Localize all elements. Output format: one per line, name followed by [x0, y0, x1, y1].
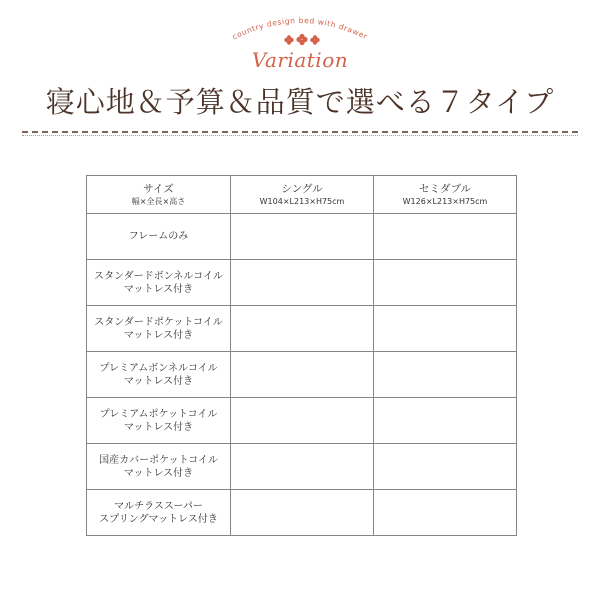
divider — [22, 135, 578, 136]
header-size-title: サイズ — [143, 182, 174, 195]
row-label — [87, 444, 231, 490]
script-title: Variation — [251, 48, 349, 72]
row-label — [87, 260, 231, 306]
header-semidouble — [374, 176, 517, 214]
table-row — [87, 214, 517, 260]
header-single — [231, 176, 374, 214]
row-label — [87, 306, 231, 352]
cell-semidouble — [374, 444, 517, 490]
cell-single — [231, 214, 374, 260]
variation-table — [86, 175, 517, 536]
flower-icon — [284, 35, 293, 44]
row-label-line: スプリングマットレス付き — [99, 513, 218, 525]
cell-semidouble — [374, 490, 517, 536]
cell-single — [231, 398, 374, 444]
row-label-line: スタンダードボンネルコイル — [94, 270, 223, 282]
cell-single — [231, 260, 374, 306]
flower-icon — [296, 34, 307, 45]
row-label-line: フレームのみ — [128, 231, 189, 242]
header-semidouble-title: セミダブル — [418, 182, 472, 195]
row-label-line: プレミアムポケットコイル — [99, 408, 218, 420]
cell-semidouble — [374, 260, 517, 306]
cell-semidouble — [374, 214, 517, 260]
row-label-line: プレミアムボンネルコイル — [99, 362, 218, 374]
cell-single — [231, 306, 374, 352]
row-label-line: マルチラススーパー — [114, 500, 203, 512]
flower-icon — [310, 35, 319, 44]
divider — [22, 131, 578, 133]
row-label-line: マットレス付き — [123, 283, 194, 295]
row-label-line: マットレス付き — [123, 467, 194, 479]
table-row — [87, 444, 517, 490]
header-size — [87, 176, 231, 214]
row-label-line: マットレス付き — [123, 329, 194, 341]
table-row — [87, 490, 517, 536]
table-row — [87, 352, 517, 398]
cell-single — [231, 490, 374, 536]
table-row — [87, 306, 517, 352]
header-semidouble-sub: W126×L213×H75cm — [402, 196, 488, 206]
cell-single — [231, 352, 374, 398]
tagline-text: country design bed with drawer — [230, 15, 370, 42]
table-header-row — [87, 176, 517, 214]
row-label — [87, 490, 231, 536]
table-row — [87, 398, 517, 444]
row-label-line: マットレス付き — [123, 375, 194, 387]
cell-single — [231, 444, 374, 490]
row-label — [87, 214, 231, 260]
row-label — [87, 352, 231, 398]
cell-semidouble — [374, 398, 517, 444]
header-size-sub: 幅×全長×高さ — [131, 196, 186, 206]
row-label-line: スタンダードポケットコイル — [94, 316, 223, 328]
row-label — [87, 398, 231, 444]
table-row — [87, 260, 517, 306]
cell-semidouble — [374, 306, 517, 352]
flower-ornament — [282, 33, 322, 47]
row-label-line: 国産カバーポケットコイル — [99, 454, 218, 466]
row-label-line: マットレス付き — [123, 421, 194, 433]
cell-semidouble — [374, 352, 517, 398]
header-single-title: シングル — [281, 182, 323, 195]
page-title: 寝心地＆予算＆品質で選べる７タイプ — [45, 85, 555, 119]
header-single-sub: W104×L213×H75cm — [259, 196, 345, 206]
header — [0, 0, 600, 140]
